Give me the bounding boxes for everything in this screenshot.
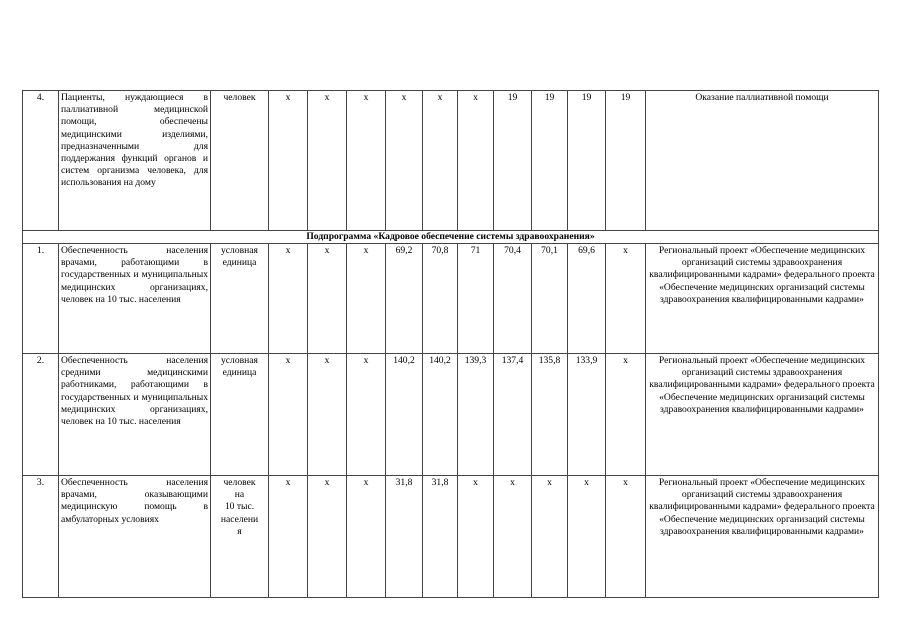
table-row bbox=[23, 244, 879, 354]
value-cell: х bbox=[269, 244, 308, 354]
indicators-table bbox=[22, 90, 879, 598]
row-number: 1. bbox=[23, 244, 59, 354]
value-cell: х bbox=[347, 354, 386, 476]
value-cell: х bbox=[269, 354, 308, 476]
subprogram-row bbox=[23, 231, 879, 244]
value-cell: 70,4 bbox=[494, 244, 532, 354]
source-cell: Региональный проект «Обеспечение медицинских организаций системы здравоохранения квалифицированными кадрами» федерального проекта «Обеспечение медицинских организаций системы здравоохранения квалифицированными кадрами» bbox=[646, 244, 879, 354]
value-cell: 133,9 bbox=[568, 354, 606, 476]
value-cell: 31,8 bbox=[386, 476, 423, 598]
value-cell: х bbox=[347, 91, 386, 231]
value-cell: х bbox=[308, 476, 347, 598]
subprogram-title: Подпрограмма «Кадровое обеспечение системы здравоохранения» bbox=[23, 231, 879, 244]
value-cell: х bbox=[423, 91, 458, 231]
value-cell: х bbox=[308, 91, 347, 231]
value-cell: х bbox=[386, 91, 423, 231]
value-cell: 137,4 bbox=[494, 354, 532, 476]
value-cell: 140,2 bbox=[423, 354, 458, 476]
value-cell: х bbox=[458, 91, 494, 231]
unit-cell: человек на 10 тыс. населени я bbox=[211, 476, 269, 598]
unit-cell: условная единица bbox=[211, 244, 269, 354]
value-cell: х bbox=[532, 476, 568, 598]
value-cell: х bbox=[269, 91, 308, 231]
value-cell: 71 bbox=[458, 244, 494, 354]
indicator-name: Обеспеченность населения средними медицинскими работниками, работающими в государственных и муниципальных медицинских организациях, человек на 10 тыс. населения bbox=[59, 354, 211, 476]
value-cell: х bbox=[606, 476, 646, 598]
value-cell: х bbox=[269, 476, 308, 598]
indicator-name: Обеспеченность населения врачами, работающими в государственных и муниципальных медицинских организациях, человек на 10 тыс. населения bbox=[59, 244, 211, 354]
value-cell: 69,2 bbox=[386, 244, 423, 354]
indicator-name: Обеспеченность населения врачами, оказывающими медицинскую помощь в амбулаторных условиях bbox=[59, 476, 211, 598]
value-cell: 70,8 bbox=[423, 244, 458, 354]
value-cell: х bbox=[606, 244, 646, 354]
row-number: 3. bbox=[23, 476, 59, 598]
value-cell: 69,6 bbox=[568, 244, 606, 354]
source-cell: Оказание паллиативной помощи bbox=[646, 91, 879, 231]
value-cell: х bbox=[606, 354, 646, 476]
value-cell: 31,8 bbox=[423, 476, 458, 598]
value-cell: х bbox=[347, 244, 386, 354]
value-cell: 19 bbox=[494, 91, 532, 231]
row-number: 2. bbox=[23, 354, 59, 476]
value-cell: 139,3 bbox=[458, 354, 494, 476]
value-cell: х bbox=[568, 476, 606, 598]
unit-cell: условная единица bbox=[211, 354, 269, 476]
value-cell: х bbox=[347, 476, 386, 598]
table-row bbox=[23, 476, 879, 598]
unit-cell: человек bbox=[211, 91, 269, 231]
source-cell: Региональный проект «Обеспечение медицинских организаций системы здравоохранения квалифицированными кадрами» федерального проекта «Обеспечение медицинских организаций системы здравоохранения квалифицированными кадрами» bbox=[646, 476, 879, 598]
value-cell: х bbox=[308, 244, 347, 354]
value-cell: 140,2 bbox=[386, 354, 423, 476]
source-cell: Региональный проект «Обеспечение медицинских организаций системы здравоохранения квалифицированными кадрами» федерального проекта «Обеспечение медицинских организаций системы здравоохранения квалифицированными кадрами» bbox=[646, 354, 879, 476]
value-cell: х bbox=[494, 476, 532, 598]
value-cell: 70,1 bbox=[532, 244, 568, 354]
value-cell: х bbox=[458, 476, 494, 598]
value-cell: 19 bbox=[568, 91, 606, 231]
indicator-name: Пациенты, нуждающиеся в паллиативной медицинской помощи, обеспечены медицинскими изделиями, предназначенными для поддержания функций органов и систем организма человека, для использования на дому bbox=[59, 91, 211, 231]
table-row bbox=[23, 354, 879, 476]
value-cell: х bbox=[308, 354, 347, 476]
value-cell: 19 bbox=[532, 91, 568, 231]
value-cell: 135,8 bbox=[532, 354, 568, 476]
row-number: 4. bbox=[23, 91, 59, 231]
value-cell: 19 bbox=[606, 91, 646, 231]
table-row bbox=[23, 91, 879, 231]
